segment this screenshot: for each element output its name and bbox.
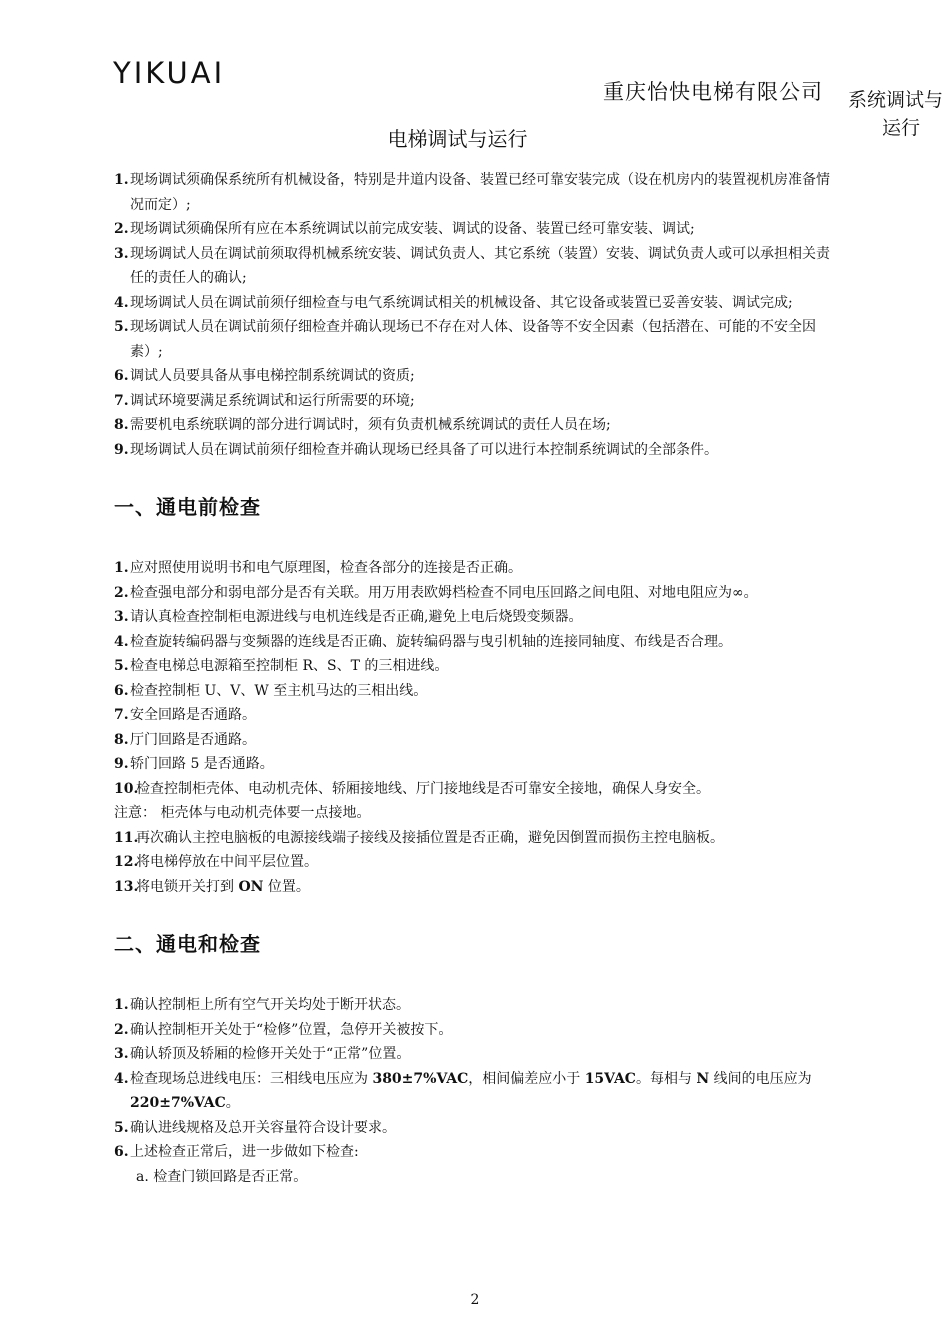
item-number: 4.: [114, 1070, 129, 1087]
list-item: [114, 605, 834, 630]
item-number: 11.: [114, 829, 139, 846]
item-text-c: 位置。: [263, 878, 310, 895]
list-item: [114, 875, 834, 900]
item-number: 12.: [114, 854, 139, 870]
intro-item: [114, 315, 834, 364]
item-text: 确认轿顶及轿厢的检修开关处于“正常”位置。: [130, 1046, 411, 1062]
item-text: 。: [225, 1095, 240, 1111]
item-number: 6.: [114, 368, 129, 384]
list-item: [114, 1140, 834, 1165]
item-text: 调试环境要满足系统调试和运行所需要的环境;: [130, 392, 415, 409]
list-item: [114, 1067, 834, 1116]
item-text: 需要机电系统联调的部分进行调试时，须有负责机械系统调试的责任人员在场;: [130, 417, 611, 433]
neutral-label: N: [696, 1070, 710, 1087]
item-text: 请认真检查控制柜电源进线与电机连线是否正确,避免上电后烧毁变频器。: [130, 609, 583, 625]
intro-item: [114, 389, 834, 414]
item-text: 现场调试人员在调试前须仔细检查并确认现场已不存在对人体、设备等不安全因素（包括潜在、可能的不安全因素）;: [130, 319, 816, 360]
item-text: 将电梯停放在中间平层位置。: [136, 854, 318, 870]
item-text-bold: ON: [238, 878, 264, 895]
side-title-line1: 系统调试与: [848, 89, 944, 111]
item-text: 现场调试须确保系统所有机械设备，特别是井道内设备、装置已经可靠安装完成（设在机房内的装置视机房准备情况而定）;: [130, 172, 830, 213]
item-text: 确认进线规格及总开关容量符合设计要求。: [130, 1119, 396, 1136]
phase-voltage-value: 220±7%VAC: [130, 1095, 226, 1111]
page-number: 2: [470, 1292, 480, 1308]
item-number: 8.: [114, 731, 129, 748]
item-text: 确认控制柜开关处于“检修”位置，急停开关被按下。: [130, 1021, 453, 1038]
item-number: 3.: [114, 609, 129, 625]
intro-list: [114, 168, 834, 462]
list-item: [114, 1116, 834, 1141]
item-number: 4.: [114, 294, 129, 311]
item-text: 现场调试人员在调试前须仔细检查并确认现场已经具备了可以进行本控制系统调试的全部条件。: [130, 441, 718, 458]
intro-item: [114, 217, 834, 242]
document-body: [114, 168, 834, 1189]
item-text: 厅门回路是否通路。: [130, 731, 256, 748]
list-item: [114, 728, 834, 753]
intro-item: [114, 168, 834, 217]
item-number: 7.: [114, 707, 129, 723]
item-text: 应对照使用说明书和电气原理图，检查各部分的连接是否正确。: [130, 560, 522, 576]
document-title: 电梯调试与运行: [387, 127, 528, 151]
item-number: 6.: [114, 682, 129, 699]
list-item: [114, 581, 834, 606]
item-number: 5.: [114, 658, 129, 674]
item-text: 现场调试人员在调试前须仔细检查与电气系统调试相关的机械设备、其它设备或装置已妥善安装、调试完成;: [130, 294, 793, 311]
list-item: [114, 993, 834, 1018]
section-heading-power-on-check: 二、通电和检查: [114, 932, 261, 956]
item-number: 5.: [114, 319, 129, 335]
list-item: [114, 1018, 834, 1043]
item-text: 现场调试须确保所有应在本系统调试以前完成安装、调试的设备、装置已经可靠安装、调试;: [130, 221, 695, 237]
list-item: [114, 654, 834, 679]
item-number: 13.: [114, 878, 139, 895]
list-item: [114, 703, 834, 728]
item-number: 2.: [114, 584, 129, 601]
item-text: 检查现场总进线电压：三相线电压应为: [130, 1070, 373, 1087]
item-number: 3.: [114, 1046, 129, 1062]
item-number: 9.: [114, 441, 129, 458]
list-item: [114, 777, 834, 802]
list-item: [114, 679, 834, 704]
side-title-line2: 运行: [882, 117, 921, 139]
pre-power-check-list: [114, 556, 834, 899]
item-text: 确认控制柜上所有空气开关均处于断开状态。: [130, 997, 410, 1013]
section-heading-pre-power-check: 一、通电前检查: [114, 495, 261, 519]
item-text: 现场调试人员在调试前须取得机械系统安装、调试负责人、其它系统（装置）安装、调试负责人或可以承担相关责任的责任人的确认;: [130, 245, 830, 286]
item-text: 检查控制柜壳体、电动机壳体、轿厢接地线、厅门接地线是否可靠安全接地，确保人身安全。: [136, 780, 710, 797]
item-text: 线间的电压应为: [709, 1070, 812, 1087]
item-number: 1.: [114, 172, 129, 188]
note-text: 注意： 柜壳体与电动机壳体要一点接地。: [114, 805, 371, 821]
item-number: 2.: [114, 1021, 129, 1038]
intro-item: [114, 413, 834, 438]
item-number: 1.: [114, 560, 129, 576]
item-number: 10.: [114, 780, 139, 797]
item-text: 安全回路是否通路。: [130, 707, 256, 723]
item-number: 6.: [114, 1144, 129, 1160]
item-text: 轿门回路 5 是否通路。: [130, 756, 274, 772]
sub-item: a. 检查门锁回路是否正常。: [136, 1168, 308, 1185]
intro-item: [114, 291, 834, 316]
item-text: ，相间偏差应小于: [468, 1070, 585, 1087]
item-text: 检查强电部分和弱电部分是否有关联。用万用表欧姆档检查不同电压回路之间电阻、对地电阻应为∞。: [130, 584, 758, 601]
item-number: 4.: [114, 633, 129, 650]
item-text-a: 将电锁开关打到: [136, 878, 239, 895]
list-item: [114, 752, 834, 777]
intro-item: [114, 364, 834, 389]
item-text: 调试人员要具备从事电梯控制系统调试的资质;: [130, 368, 415, 384]
voltage-value: 380±7%VAC: [372, 1070, 469, 1087]
list-item: [114, 556, 834, 581]
deviation-value: 15VAC: [584, 1070, 636, 1087]
list-item: [114, 850, 834, 875]
power-on-check-list: [114, 993, 834, 1189]
company-name: 重庆怡快电梯有限公司: [603, 80, 823, 104]
item-number: 8.: [114, 417, 129, 433]
list-item: [114, 826, 834, 851]
item-text: 再次确认主控电脑板的电源接线端子接线及接插位置是否正确，避免因倒置而损伤主控电脑板。: [136, 829, 724, 846]
item-number: 2.: [114, 221, 129, 237]
item-number: 3.: [114, 245, 129, 262]
intro-item: [114, 438, 834, 463]
list-item: [114, 630, 834, 655]
item-text: 检查旋转编码器与变频器的连线是否正确、旋转编码器与曳引机轴的连接同轴度、布线是否合理。: [130, 633, 732, 650]
item-number: 5.: [114, 1119, 129, 1136]
item-text: 上述检查正常后，进一步做如下检查:: [130, 1144, 359, 1160]
item-text: 。每相与: [635, 1070, 697, 1087]
item-number: 1.: [114, 997, 129, 1013]
item-number: 9.: [114, 756, 129, 772]
brand-logo-text: YIKUAI: [113, 56, 226, 90]
item-text: 检查电梯总电源箱至控制柜 R、S、T 的三相进线。: [130, 658, 449, 674]
item-number: 7.: [114, 392, 129, 409]
list-item: [114, 1042, 834, 1067]
item-text: 检查控制柜 U、V、W 至主机马达的三相出线。: [130, 682, 428, 699]
intro-item: [114, 242, 834, 291]
